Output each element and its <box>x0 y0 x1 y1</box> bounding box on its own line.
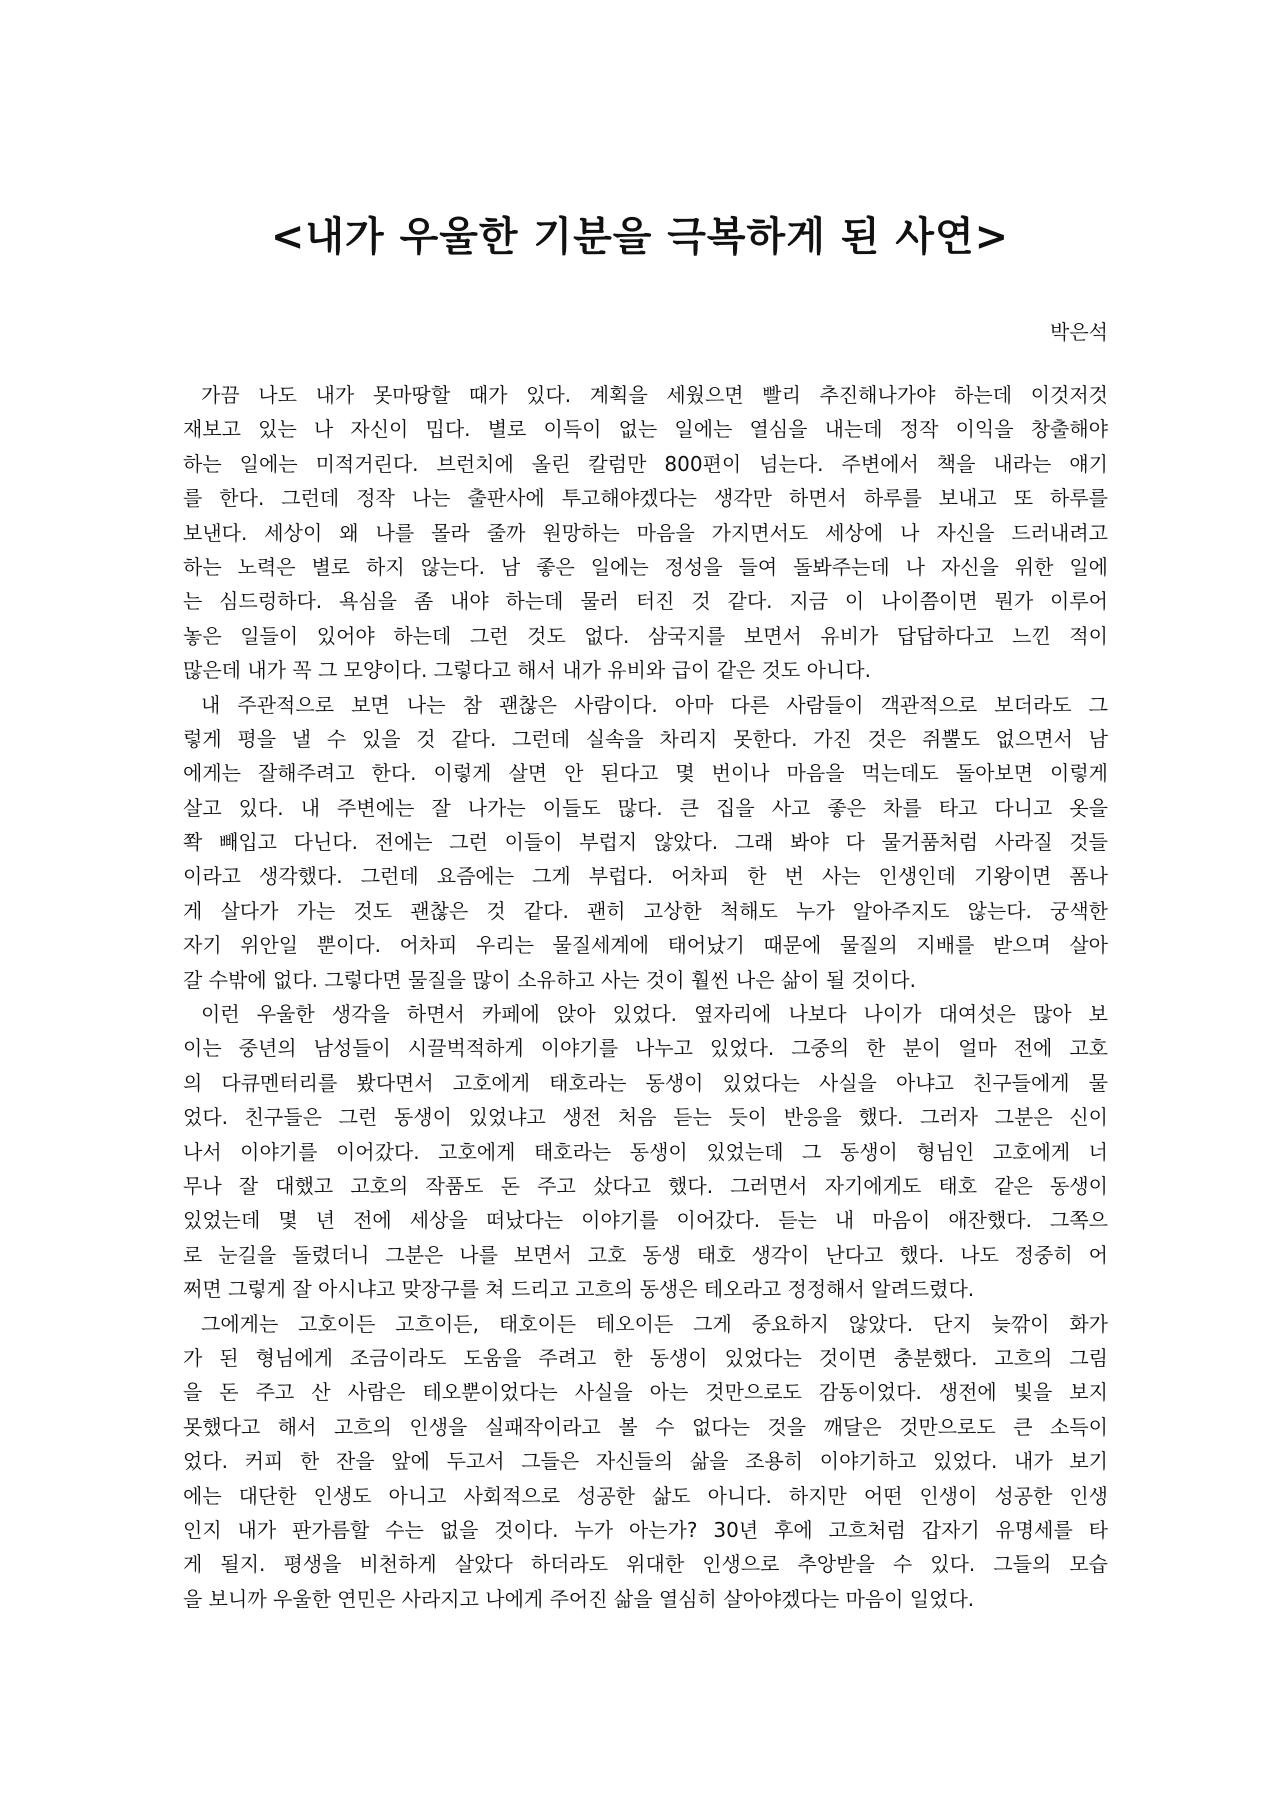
text-line: 이는 중년의 남성들이 시끌벅적하게 이야기를 나누고 있었다. 그중의 한 분이 얼마 전에 고호 <box>183 1036 1108 1061</box>
text-line: 쫙 빼입고 다닌다. 전에는 그런 이들이 부럽지 않았다. 그래 봐야 다 물거품처럼 사라질 것들 <box>183 830 1108 855</box>
text-line: 못했다고 해서 고흐의 인생을 실패작이라고 볼 수 없다는 것을 깨달은 것만으로도 큰 소득이 <box>183 1414 1108 1439</box>
text-line: 이라고 생각했다. 그런데 요즘에는 그게 부럽다. 어차피 한 번 사는 인생인데 기왕이면 폼나 <box>183 864 1108 889</box>
text-line: 는 심드렁하다. 욕심을 좀 내야 하는데 물러 터진 것 같다. 지금 이 나이쯤이면 뭔가 이루어 <box>183 589 1108 614</box>
text-line: 가끔 나도 내가 못마땅할 때가 있다. 계획을 세웠으면 빨리 추진해나가야 하는데 이것저것 <box>201 383 1108 407</box>
text-line: 게 살다가 가는 것도 괜찮은 것 같다. 괜히 고상한 척해도 누가 알아주지도 않는다. 궁색한 <box>183 898 1108 923</box>
text-line: 하는 일에는 미적거린다. 브런치에 올린 칼럼만 800편이 넘는다. 주변에서 책을 내라는 얘기 <box>183 451 1108 476</box>
text-line: 렇게 평을 낼 수 있을 것 같다. 그런데 실속을 차리지 못한다. 가진 것은 쥐뿔도 없으면서 남 <box>183 726 1108 751</box>
text-line: 가 된 형님에게 조금이라도 도움을 주려고 한 동생이 있었다는 것이면 충분했다. 고흐의 그림 <box>183 1345 1108 1370</box>
text-line: 에는 대단한 인생도 아니고 사회적으로 성공한 삶도 아니다. 하지만 어떤 인생이 성공한 인생 <box>183 1483 1108 1508</box>
text-line: 이런 우울한 생각을 하면서 카페에 앉아 있었다. 옆자리에 나보다 나이가 대여섯은 많아 보 <box>201 1002 1108 1027</box>
text-line: 쩌면 그렇게 잘 아시냐고 맞장구를 쳐 드리고 고흐의 동생은 테오라고 정정해서 알려드렸다. <box>183 1277 975 1302</box>
text-line: 을 돈 주고 산 사람은 테오뿐이었다는 사실을 아는 것만으로도 감동이었다. 생전에 빛을 보지 <box>183 1380 1108 1405</box>
document-body <box>183 378 1108 1616</box>
paragraph <box>183 997 1108 1307</box>
text-line: 인지 내가 판가름할 수는 없을 것이다. 누가 아는가? 30년 후에 고흐처럼 갑자기 유명세를 타 <box>183 1517 1108 1542</box>
text-line: 있었는데 몇 년 전에 세상을 떠났다는 이야기를 이어갔다. 듣는 내 마음이 애잔했다. 그쪽으 <box>183 1208 1108 1233</box>
text-line: 내 주관적으로 보면 나는 참 괜찮은 사람이다. 아마 다른 사람들이 객관적으로 보더라도 그 <box>201 692 1108 717</box>
text-line: 무나 잘 대했고 고호의 작품도 돈 주고 샀다고 했다. 그러면서 자기에게도 태호 같은 동생이 <box>183 1173 1108 1198</box>
text-line: 었다. 커피 한 잔을 앞에 두고서 그들은 자신들의 삶을 조용히 이야기하고 있었다. 내가 보기 <box>183 1449 1108 1474</box>
text-line: 었다. 친구들은 그런 동생이 있었냐고 생전 처음 듣는 듯이 반응을 했다. 그러자 그분은 신이 <box>183 1105 1108 1130</box>
text-line: 그에게는 고호이든 고흐이든, 태호이든 테오이든 그게 중요하지 않았다. 단지 늦깎이 화가 <box>201 1311 1108 1336</box>
text-line: 의 다큐멘터리를 봤다면서 고호에게 태호라는 동생이 있었다는 사실을 아냐고 친구들에게 물 <box>183 1070 1108 1095</box>
paragraph <box>183 688 1108 998</box>
text-line: 보낸다. 세상이 왜 나를 몰라 줄까 원망하는 마음을 가지면서도 세상에 나 자신을 드러내려고 <box>183 520 1108 545</box>
text-line: 재보고 있는 나 자신이 밉다. 별로 이득이 없는 일에는 열심을 내는데 정작 이익을 창출해야 <box>183 417 1108 442</box>
text-line: 하는 노력은 별로 하지 않는다. 남 좋은 일에는 정성을 들여 돌봐주는데 나 자신을 위한 일에 <box>183 554 1108 579</box>
text-line: 를 한다. 그런데 정작 나는 출판사에 투고해야겠다는 생각만 하면서 하루를 보내고 또 하루를 <box>183 486 1108 511</box>
paragraph <box>183 378 1108 688</box>
text-line: 로 눈길을 돌렸더니 그분은 나를 보면서 고호 동생 태호 생각이 난다고 했다. 나도 정중히 어 <box>183 1242 1108 1267</box>
paragraph <box>183 1307 1108 1617</box>
text-line: 살고 있다. 내 주변에는 잘 나가는 이들도 많다. 큰 집을 사고 좋은 차를 타고 다니고 옷을 <box>183 795 1108 820</box>
text-line: 에게는 잘해주려고 한다. 이렇게 살면 안 된다고 몇 번이나 마음을 먹는데도 돌아보면 이렇게 <box>183 761 1108 786</box>
text-line: 놓은 일들이 있어야 하는데 그런 것도 없다. 삼국지를 보면서 유비가 답답하다고 느낀 적이 <box>183 623 1108 648</box>
document-title: <내가 우울한 기분을 극복하게 된 사연> <box>270 213 1010 260</box>
text-line: 을 보니까 우울한 연민은 사라지고 나에게 주어진 삶을 열심히 살아야겠다는 마음이 일었다. <box>183 1586 975 1611</box>
text-line: 나서 이야기를 이어갔다. 고호에게 태호라는 동생이 있었는데 그 동생이 형님인 고호에게 너 <box>183 1139 1108 1164</box>
text-line: 자기 위안일 뿐이다. 어차피 우리는 물질세계에 태어났기 때문에 물질의 지배를 받으며 살아 <box>183 933 1108 958</box>
text-line: 게 될지. 평생을 비천하게 살았다 하더라도 위대한 인생으로 추앙받을 수 있다. 그들의 모습 <box>183 1552 1108 1577</box>
text-line: 많은데 내가 꼭 그 모양이다. 그렇다고 해서 내가 유비와 급이 같은 것도 아니다. <box>183 658 871 683</box>
text-line: 갈 수밖에 없다. 그렇다면 물질을 많이 소유하고 사는 것이 훨씬 나은 삶이 될 것이다. <box>183 967 916 992</box>
author-name: 박은석 <box>1050 320 1108 344</box>
